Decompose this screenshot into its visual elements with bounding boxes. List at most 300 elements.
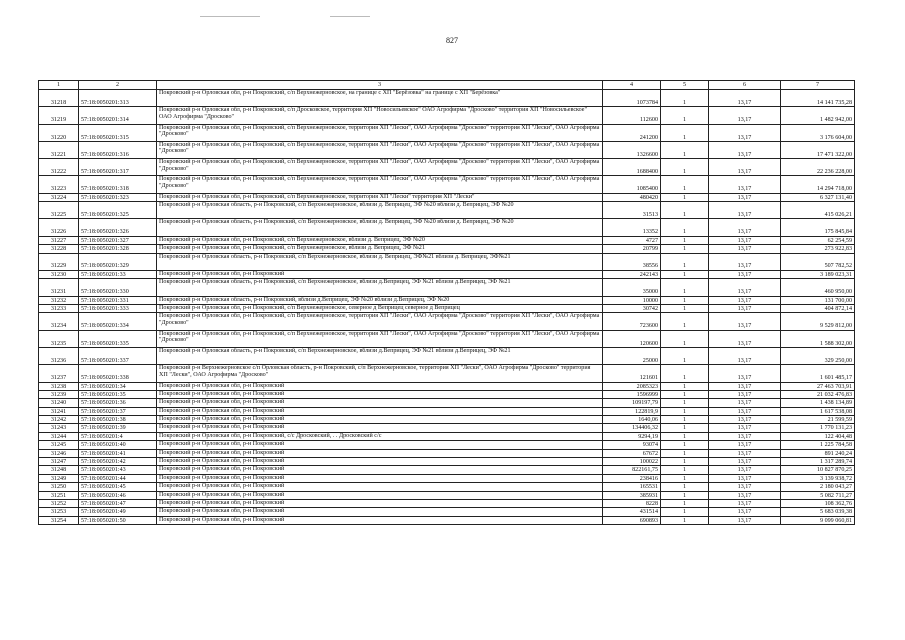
table-row	[39, 202, 855, 219]
table-row	[39, 508, 855, 516]
table-row	[39, 399, 855, 407]
plot-description: Покровский р-н Орловская обл, р-н Покровский, с/п Верхнежерновское, территория ХП "Лески", ОАО Агрофирма "Дросково" территория ХП "Лески", ОАО Агрофирма "Дросково"	[157, 176, 603, 193]
row-number: 31252	[39, 499, 79, 507]
plot-count: 1	[661, 219, 709, 236]
cadastral-value: 415 026,21	[781, 202, 855, 219]
plot-area: 1073784	[603, 90, 661, 107]
plot-area: 112600	[603, 107, 661, 124]
table-row	[39, 90, 855, 107]
plot-count: 1	[661, 399, 709, 407]
tax-rate: 13,17	[709, 245, 781, 253]
plot-area: 20799	[603, 245, 661, 253]
plot-description: Покровский р-н Орловская обл, р-н Покровский, с/с Дросковский, . . Дросковский с/с	[157, 432, 603, 440]
cadastral-number: 57:18:0050201:41	[79, 449, 157, 457]
plot-area: 4727	[603, 236, 661, 244]
table-row	[39, 516, 855, 524]
plot-description: Покровский р-н Орловская обл, р-н Покровский	[157, 491, 603, 499]
plot-area: 25000	[603, 347, 661, 364]
plot-description: Покровский р-н Орловская область, р-н Покровский, вблизи д.Веприцец, ЭФ №20 вблизи д.Веприцец, ЭФ №20	[157, 296, 603, 304]
table-row	[39, 296, 855, 304]
cadastral-number: 57:18:0050201:327	[79, 236, 157, 244]
cadastral-number: 57:18:0050201:4	[79, 432, 157, 440]
cadastral-value: 17 471 322,00	[781, 141, 855, 158]
row-number: 31239	[39, 390, 79, 398]
cadastral-value: 14 141 735,28	[781, 90, 855, 107]
row-number: 31233	[39, 304, 79, 312]
plot-area: 431514	[603, 508, 661, 516]
plot-description: Покровский р-н Орловская обл, р-н Покровский	[157, 407, 603, 415]
cadastral-value: 1 438 134,89	[781, 399, 855, 407]
plot-area: 242143	[603, 270, 661, 278]
plot-description: Покровский р-н Орловская обл, р-н Покровский, с/п Верхнежерновское, территория ХП "Лески" территория ХП "Лески"	[157, 193, 603, 201]
plot-description: Покровский р-н Орловская обл, р-н Покровский, с/п Верхнежерновское, территория ХП "Лески", ОАО Агрофирма "Дросково" территория ХП "Лески", ОАО Агрофирма "Дросково"	[157, 313, 603, 330]
row-number: 31220	[39, 124, 79, 141]
cadastral-value: 5 683 039,38	[781, 508, 855, 516]
tax-rate: 13,17	[709, 124, 781, 141]
row-number: 31243	[39, 424, 79, 432]
cadastral-value: 3 189 023,31	[781, 270, 855, 278]
row-number: 31230	[39, 270, 79, 278]
cadastral-number: 57:18:0050201:42	[79, 458, 157, 466]
cadastral-number: 57:18:0050201:337	[79, 347, 157, 364]
plot-area: 9294,19	[603, 432, 661, 440]
plot-description: Покровский р-н Орловская обл, р-н Покровский	[157, 449, 603, 457]
row-number: 31242	[39, 416, 79, 424]
table-row	[39, 449, 855, 457]
row-number: 31238	[39, 382, 79, 390]
cadastral-number: 57:18:0050201:318	[79, 176, 157, 193]
plot-area: 8228	[603, 499, 661, 507]
row-number: 31223	[39, 176, 79, 193]
cadastral-number: 57:18:0050201:44	[79, 474, 157, 482]
plot-description: Покровский р-н Орловская обл, р-н Покровский, с/п Верхнежерновское, северное д Веприцец северное д Веприцец	[157, 304, 603, 312]
cadastral-value: 21 599,59	[781, 416, 855, 424]
tax-rate: 13,17	[709, 390, 781, 398]
cadastral-value: 273 922,83	[781, 245, 855, 253]
tax-rate: 13,17	[709, 483, 781, 491]
table-row	[39, 124, 855, 141]
plot-count: 1	[661, 432, 709, 440]
cadastral-value: 1 225 784,58	[781, 441, 855, 449]
tax-rate: 13,17	[709, 304, 781, 312]
table-row	[39, 176, 855, 193]
cadastral-value: 131 700,00	[781, 296, 855, 304]
cadastral-value: 3 176 604,00	[781, 124, 855, 141]
plot-area: 67672	[603, 449, 661, 457]
tax-rate: 13,17	[709, 382, 781, 390]
plot-description: Покровский р-н Орловская обл, р-н Покровский	[157, 466, 603, 474]
table-row	[39, 483, 855, 491]
plot-area: 13352	[603, 219, 661, 236]
row-number: 31253	[39, 508, 79, 516]
table-row	[39, 499, 855, 507]
tax-rate: 13,17	[709, 466, 781, 474]
cadastral-number: 57:18:0050201:338	[79, 365, 157, 382]
plot-count: 1	[661, 347, 709, 364]
plot-count: 1	[661, 508, 709, 516]
cadastral-value: 460 950,00	[781, 279, 855, 296]
table-row	[39, 424, 855, 432]
table-row	[39, 141, 855, 158]
cadastral-number: 57:18:0050201:38	[79, 416, 157, 424]
plot-count: 1	[661, 279, 709, 296]
plot-area: 31513	[603, 202, 661, 219]
plot-count: 1	[661, 449, 709, 457]
row-number: 31240	[39, 399, 79, 407]
tax-rate: 13,17	[709, 159, 781, 176]
table-row	[39, 458, 855, 466]
plot-description: Покровский р-н Орловская обл, р-н Покровский	[157, 508, 603, 516]
plot-area: 122819,9	[603, 407, 661, 415]
cadastral-value: 175 845,84	[781, 219, 855, 236]
tax-rate: 13,17	[709, 202, 781, 219]
table-row	[39, 245, 855, 253]
cadastral-number: 57:18:0050201:40	[79, 441, 157, 449]
plot-description: Покровский р-н Орловская обл, р-н Покровский, с/п Верхнежерновское, территория ХП "Лески", ОАО Агрофирма "Дросково" территория ХП "Лески", ОАО Агрофирма "Дросково"	[157, 159, 603, 176]
row-number: 31228	[39, 245, 79, 253]
row-number: 31234	[39, 313, 79, 330]
plot-area: 2085323	[603, 382, 661, 390]
cadastral-value: 21 032 476,83	[781, 390, 855, 398]
cadastral-number: 57:18:0050201:315	[79, 124, 157, 141]
row-number: 31235	[39, 330, 79, 347]
cadastral-value: 3 139 938,72	[781, 474, 855, 482]
plot-count: 1	[661, 193, 709, 201]
plot-count: 1	[661, 141, 709, 158]
cadastral-value: 9 099 060,81	[781, 516, 855, 524]
plot-description: Покровский р-н Орловская обл, р-н Покровский, с/п Верхнежерновское, территория ХП "Лески", ОАО Агрофирма "Дросково" территория ХП "Лески", ОАО Агрофирма "Дросково"	[157, 141, 603, 158]
tax-rate: 13,17	[709, 449, 781, 457]
tax-rate: 13,17	[709, 458, 781, 466]
row-number: 31236	[39, 347, 79, 364]
table-row	[39, 347, 855, 364]
plot-count: 1	[661, 236, 709, 244]
tax-rate: 13,17	[709, 441, 781, 449]
cadastral-value: 9 529 812,00	[781, 313, 855, 330]
plot-area: 120600	[603, 330, 661, 347]
tax-rate: 13,17	[709, 219, 781, 236]
tax-rate: 13,17	[709, 296, 781, 304]
row-number: 31222	[39, 159, 79, 176]
cadastral-number: 57:18:0050201:45	[79, 483, 157, 491]
cadastral-number: 57:18:0050201:333	[79, 304, 157, 312]
row-number: 31245	[39, 441, 79, 449]
row-number: 31237	[39, 365, 79, 382]
plot-description: Покровский р-н Орловская обл, р-н Покровский, с/п Верхнежерновское, на границе с ХП "Берёзовка" на границе с ХП "Берёзовка"	[157, 90, 603, 107]
cadastral-value: 404 872,14	[781, 304, 855, 312]
plot-description: Покровский р-н Орловская обл, р-н Покровский	[157, 390, 603, 398]
plot-description: Покровский р-н Орловская обл, р-н Покровский, с/п Верхнежерновское, территория ХП "Лески", ОАО Агрофирма "Дросково" территория ХП "Лески", ОАО Агрофирма "Дросково"	[157, 124, 603, 141]
tax-rate: 13,17	[709, 432, 781, 440]
cadastral-value: 507 782,52	[781, 253, 855, 270]
table-row	[39, 441, 855, 449]
cadastral-value: 122 404,48	[781, 432, 855, 440]
plot-area: 10000	[603, 296, 661, 304]
cadastral-number: 57:18:0050201:317	[79, 159, 157, 176]
plot-description: Покровский р-н Орловская область, р-н Покровский, с/п Верхнежерновское, вблизи д. Веприцец, ЭФ№21 вблизи д. Веприцец, ЭФ№21	[157, 253, 603, 270]
plot-area: 1688400	[603, 159, 661, 176]
plot-description: Покровский р-н Орловская обл, р-н Покровский	[157, 416, 603, 424]
row-number: 31248	[39, 466, 79, 474]
tax-rate: 13,17	[709, 424, 781, 432]
plot-description: Покровский р-н Орловская область, р-н Покровский, с/п Верхнежерновское, вблизи д. Веприцец, ЭФ №20 вблизи д. Веприцец, ЭФ №20	[157, 202, 603, 219]
cadastral-value: 891 240,24	[781, 449, 855, 457]
cadastral-value: 108 362,76	[781, 499, 855, 507]
cadastral-number: 57:18:0050201:37	[79, 407, 157, 415]
plot-count: 1	[661, 407, 709, 415]
row-number: 31246	[39, 449, 79, 457]
plot-area: 93074	[603, 441, 661, 449]
column-header: 2	[79, 81, 157, 90]
table-row	[39, 304, 855, 312]
tax-rate: 13,17	[709, 416, 781, 424]
row-number: 31221	[39, 141, 79, 158]
plot-area: 109197,79	[603, 399, 661, 407]
plot-area: 165531	[603, 483, 661, 491]
tax-rate: 13,17	[709, 176, 781, 193]
plot-description: Покровский р-н Орловская обл, р-н Покровский	[157, 483, 603, 491]
plot-count: 1	[661, 365, 709, 382]
cadastral-number: 57:18:0050201:46	[79, 491, 157, 499]
plot-description: Покровский р-н Орловская обл, р-н Покровский	[157, 474, 603, 482]
plot-area: 30742	[603, 304, 661, 312]
cadastral-value: 329 250,00	[781, 347, 855, 364]
cadastral-value: 1 770 131,23	[781, 424, 855, 432]
land-plots-table	[38, 80, 855, 525]
cadastral-value: 14 294 718,00	[781, 176, 855, 193]
plot-description: Покровский р-н Орловская обл, р-н Покровский, с/п Верхнежерновское, территория ХП "Лески", ОАО Агрофирма "Дросково" территория ХП "Лески", ОАО Агрофирма "Дросково"	[157, 330, 603, 347]
plot-description: Покровский р-н Орловская область, р-н Покровский, с/п Верхнежерновское, вблизи д. Веприцец, ЭФ №20 вблизи д. Веприцец, ЭФ №20	[157, 219, 603, 236]
table-row	[39, 270, 855, 278]
table-row	[39, 390, 855, 398]
plot-area: 241200	[603, 124, 661, 141]
column-header: 6	[709, 81, 781, 90]
cadastral-number: 57:18:0050201:325	[79, 202, 157, 219]
row-number: 31229	[39, 253, 79, 270]
column-header: 7	[781, 81, 855, 90]
plot-count: 1	[661, 382, 709, 390]
cadastral-number: 57:18:0050201:326	[79, 219, 157, 236]
cadastral-value: 1 601 485,17	[781, 365, 855, 382]
tax-rate: 13,17	[709, 270, 781, 278]
plot-area: 385931	[603, 491, 661, 499]
row-number: 31251	[39, 491, 79, 499]
cadastral-number: 57:18:0050201:49	[79, 508, 157, 516]
cadastral-value: 22 236 228,00	[781, 159, 855, 176]
plot-count: 1	[661, 296, 709, 304]
cadastral-number: 57:18:0050201:39	[79, 424, 157, 432]
cadastral-number: 57:18:0050201:323	[79, 193, 157, 201]
row-number: 31227	[39, 236, 79, 244]
cadastral-value: 6 327 131,40	[781, 193, 855, 201]
row-number: 31226	[39, 219, 79, 236]
tax-rate: 13,17	[709, 516, 781, 524]
cadastral-value: 27 463 703,91	[781, 382, 855, 390]
row-number: 31232	[39, 296, 79, 304]
plot-description: Покровский р-н Орловская обл, р-н Покровский	[157, 270, 603, 278]
plot-area: 480420	[603, 193, 661, 201]
tax-rate: 13,17	[709, 313, 781, 330]
plot-description: Покровский р-н Орловская обл, р-н Покровский	[157, 424, 603, 432]
tax-rate: 13,17	[709, 193, 781, 201]
table-row	[39, 466, 855, 474]
row-number: 31249	[39, 474, 79, 482]
plot-description: Покровский р-н Орловская обл, р-н Покровский	[157, 516, 603, 524]
plot-count: 1	[661, 516, 709, 524]
tax-rate: 13,17	[709, 365, 781, 382]
cadastral-number: 57:18:0050201:47	[79, 499, 157, 507]
cadastral-number: 57:18:0050201:36	[79, 399, 157, 407]
plot-count: 1	[661, 270, 709, 278]
plot-area: 822161,75	[603, 466, 661, 474]
table-row	[39, 330, 855, 347]
cadastral-number: 57:18:0050201:316	[79, 141, 157, 158]
plot-count: 1	[661, 253, 709, 270]
tax-rate: 13,17	[709, 407, 781, 415]
row-number: 31254	[39, 516, 79, 524]
table-row	[39, 279, 855, 296]
plot-description: Покровский р-н Орловская обл, р-н Покровский, с/п Верхнежерновское, вблизи д. Веприцец, ЭФ №21	[157, 245, 603, 253]
plot-count: 1	[661, 304, 709, 312]
cadastral-number: 57:18:0050201:34	[79, 382, 157, 390]
column-header: 4	[603, 81, 661, 90]
cadastral-value: 1 317 289,74	[781, 458, 855, 466]
table-row	[39, 219, 855, 236]
cadastral-number: 57:18:0050201:329	[79, 253, 157, 270]
cadastral-number: 57:18:0050201:313	[79, 90, 157, 107]
plot-count: 1	[661, 458, 709, 466]
plot-description: Покровский р-н Орловская обл, р-н Покровский	[157, 499, 603, 507]
plot-area: 690893	[603, 516, 661, 524]
plot-count: 1	[661, 330, 709, 347]
plot-description: Покровский р-н Орловская обл, р-н Покровский, с/п Дросковское, территория ХП "Новосильевское" ОАО Агрофирма "Дросково" территория ХП "Новосильевское" ОАО Агрофирма "Дросково"	[157, 107, 603, 124]
cadastral-number: 57:18:0050201:35	[79, 390, 157, 398]
plot-count: 1	[661, 424, 709, 432]
row-number: 31218	[39, 90, 79, 107]
plot-count: 1	[661, 176, 709, 193]
cadastral-number: 57:18:0050201:50	[79, 516, 157, 524]
tax-rate: 13,17	[709, 347, 781, 364]
plot-area: 121601	[603, 365, 661, 382]
cadastral-number: 57:18:0050201:314	[79, 107, 157, 124]
plot-count: 1	[661, 474, 709, 482]
table-row	[39, 365, 855, 382]
table-row	[39, 416, 855, 424]
plot-description: Покровский р-н Орловская область, р-н Покровский, с/п Верхнежерновское, вблизи д.Веприцец, ЭФ №21 вблизи д.Веприцец, ЭФ №21	[157, 347, 603, 364]
plot-count: 1	[661, 202, 709, 219]
plot-count: 1	[661, 159, 709, 176]
plot-description: Покровский р-н Орловская обл, р-н Покровский	[157, 458, 603, 466]
cadastral-number: 57:18:0050201:335	[79, 330, 157, 347]
tax-rate: 13,17	[709, 508, 781, 516]
tax-rate: 13,17	[709, 141, 781, 158]
row-number: 31241	[39, 407, 79, 415]
plot-count: 1	[661, 107, 709, 124]
plot-area: 100022	[603, 458, 661, 466]
row-number: 31247	[39, 458, 79, 466]
tax-rate: 13,17	[709, 279, 781, 296]
tax-rate: 13,17	[709, 236, 781, 244]
plot-area: 134406,32	[603, 424, 661, 432]
plot-count: 1	[661, 416, 709, 424]
cadastral-number: 57:18:0050201:43	[79, 466, 157, 474]
plot-count: 1	[661, 313, 709, 330]
table-row	[39, 253, 855, 270]
cadastral-number: 57:18:0050201:334	[79, 313, 157, 330]
plot-description: Покровский р-н Орловская область, р-н Покровский, с/п Верхнежерновское, вблизи д.Веприцец, ЭФ №21 вблизи д.Веприцец, ЭФ №21	[157, 279, 603, 296]
column-header: 5	[661, 81, 709, 90]
tax-rate: 13,17	[709, 491, 781, 499]
table-row	[39, 107, 855, 124]
cadastral-value: 1 588 302,00	[781, 330, 855, 347]
row-number: 31244	[39, 432, 79, 440]
scan-artifact	[330, 16, 370, 17]
tax-rate: 13,17	[709, 107, 781, 124]
cadastral-value: 10 827 870,25	[781, 466, 855, 474]
row-number: 31219	[39, 107, 79, 124]
cadastral-value: 5 082 711,27	[781, 491, 855, 499]
column-header: 1	[39, 81, 79, 90]
plot-area: 238416	[603, 474, 661, 482]
plot-description: Покровский р-н Орловская обл, р-н Покровский	[157, 441, 603, 449]
plot-count: 1	[661, 245, 709, 253]
table-header-row	[39, 81, 855, 90]
tax-rate: 13,17	[709, 399, 781, 407]
plot-description: Покровский р-н Орловская обл, р-н Покровский, с/п Верхнежерновское, вблизи д. Веприцец, ЭФ №20	[157, 236, 603, 244]
tax-rate: 13,17	[709, 253, 781, 270]
plot-area: 1640,06	[603, 416, 661, 424]
cadastral-value: 62 254,59	[781, 236, 855, 244]
page-number: 827	[446, 36, 458, 45]
cadastral-number: 57:18:0050201:33	[79, 270, 157, 278]
plot-area: 1085400	[603, 176, 661, 193]
table-row	[39, 313, 855, 330]
cadastral-value: 1 617 538,08	[781, 407, 855, 415]
table-row	[39, 382, 855, 390]
plot-area: 38556	[603, 253, 661, 270]
table-row	[39, 407, 855, 415]
tax-rate: 13,17	[709, 499, 781, 507]
plot-count: 1	[661, 491, 709, 499]
table-row	[39, 159, 855, 176]
plot-description: Покровский р-н Орловская обл, р-н Покровский	[157, 399, 603, 407]
table-row	[39, 432, 855, 440]
plot-area: 723600	[603, 313, 661, 330]
tax-rate: 13,17	[709, 330, 781, 347]
table-row	[39, 474, 855, 482]
cadastral-value: 2 180 043,27	[781, 483, 855, 491]
cadastral-number: 57:18:0050201:331	[79, 296, 157, 304]
plot-count: 1	[661, 390, 709, 398]
plot-count: 1	[661, 483, 709, 491]
row-number: 31250	[39, 483, 79, 491]
plot-area: 35000	[603, 279, 661, 296]
tax-rate: 13,17	[709, 474, 781, 482]
tax-rate: 13,17	[709, 90, 781, 107]
plot-count: 1	[661, 124, 709, 141]
row-number: 31231	[39, 279, 79, 296]
row-number: 31225	[39, 202, 79, 219]
table-row	[39, 491, 855, 499]
column-header: 3	[157, 81, 603, 90]
plot-count: 1	[661, 441, 709, 449]
plot-area: 1326600	[603, 141, 661, 158]
cadastral-number: 57:18:0050201:330	[79, 279, 157, 296]
table-row	[39, 236, 855, 244]
plot-count: 1	[661, 466, 709, 474]
scan-artifact	[200, 16, 260, 17]
plot-count: 1	[661, 90, 709, 107]
